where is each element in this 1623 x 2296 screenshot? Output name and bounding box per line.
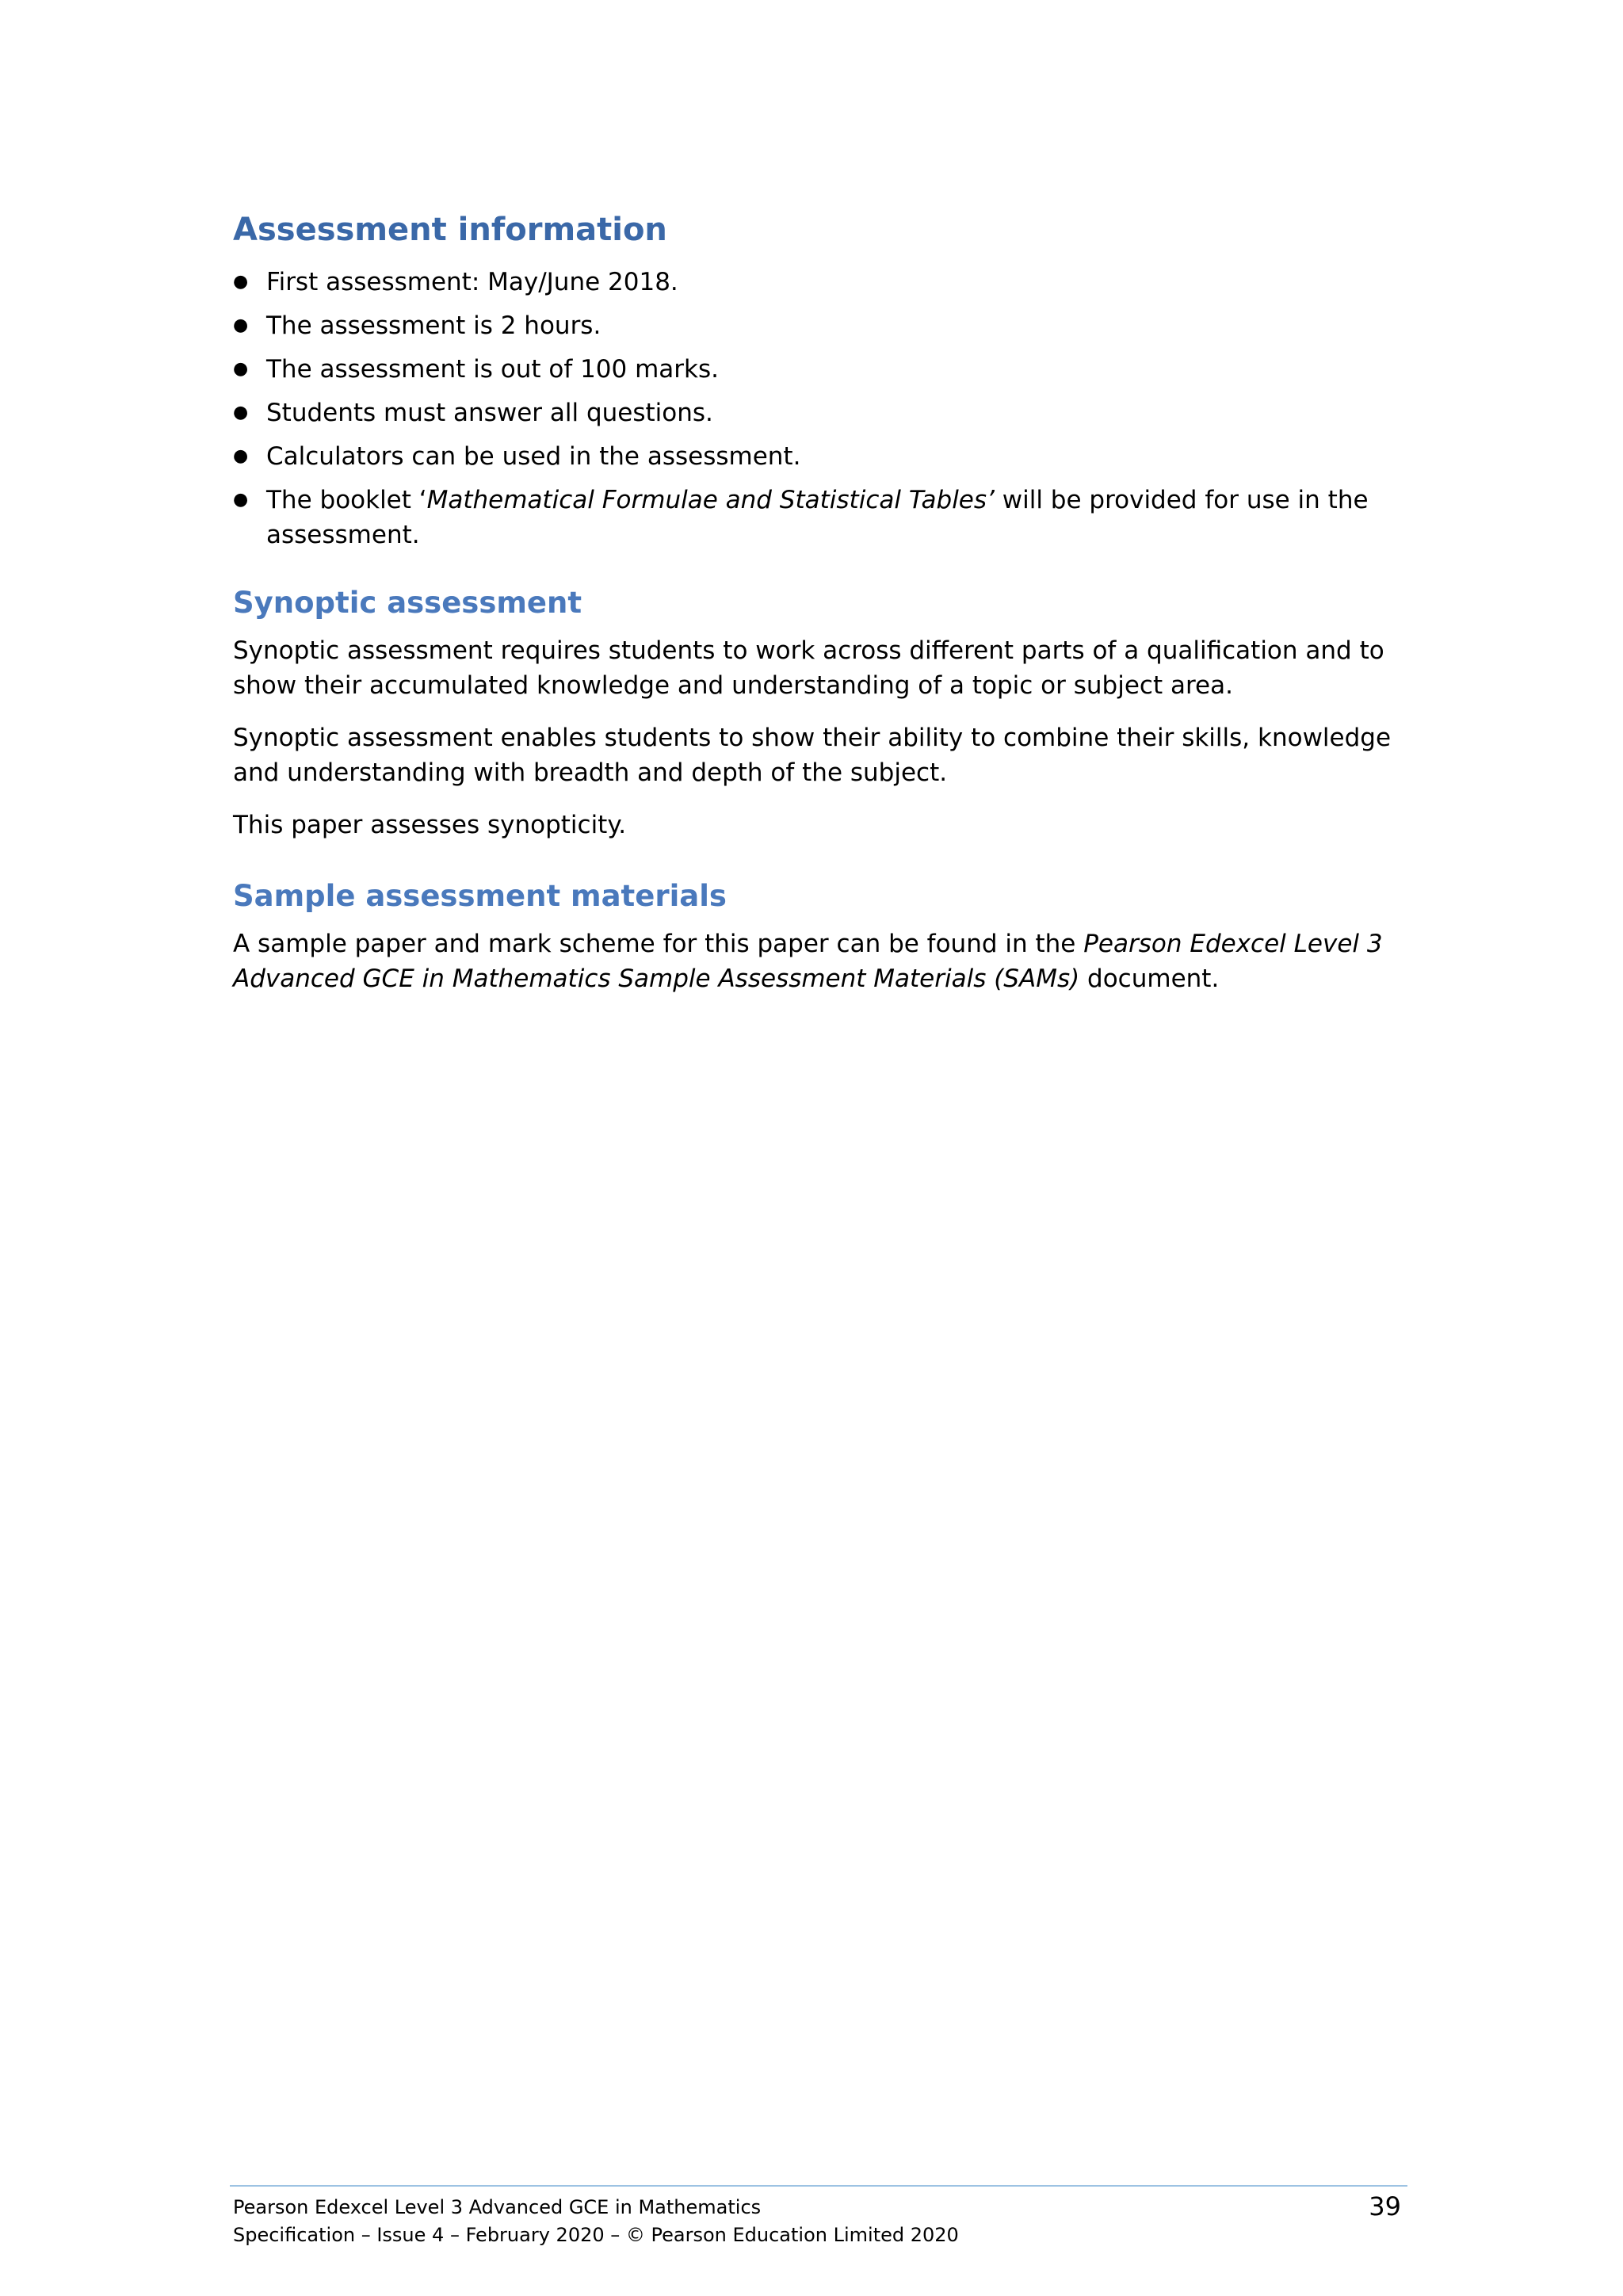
- footer-specification-line: Specification – Issue 4 – February 2020 – © Pearson Education Limited 2020: [233, 2224, 959, 2246]
- synoptic-assessment-heading: Synoptic assessment: [233, 586, 582, 620]
- list-item: [233, 395, 1406, 430]
- list-item-text: The assessment is out of 100 marks.: [266, 355, 720, 384]
- list-item-text: Students must answer all questions.: [266, 399, 713, 427]
- bullet-icon: ●: [233, 272, 249, 292]
- assessment-information-heading: Assessment information: [233, 212, 667, 248]
- sample-assessment-materials-section: [233, 876, 1406, 996]
- list-item-text: Calculators can be used in the assessment.: [266, 442, 801, 471]
- booklet-text-before: The booklet ‘: [266, 486, 427, 514]
- footer-divider: [230, 2185, 1407, 2187]
- bullet-icon: ●: [233, 403, 249, 422]
- footer-qualification-title: Pearson Edexcel Level 3 Advanced GCE in Mathematics: [233, 2196, 762, 2218]
- list-item: [233, 308, 1406, 343]
- bullet-icon: ●: [233, 315, 249, 335]
- synoptic-paragraph: Synoptic assessment requires students to work across different parts of a qualification and to show their accumulated knowledge and understanding of a topic or subject area.: [233, 636, 1384, 700]
- sams-document-title: Pearson Edexcel Level 3 Advanced GCE in Mathematics Sample Assessment Materials (SAMs): [233, 930, 1383, 993]
- sample-text-before: A sample paper and mark scheme for this paper can be found in the: [233, 930, 1084, 958]
- synoptic-paragraph: This paper assesses synopticity.: [233, 811, 627, 839]
- page-footer: [233, 2191, 1406, 2249]
- page-content: [233, 208, 1406, 1014]
- bullet-icon: ●: [233, 490, 249, 510]
- page-number: 39: [1369, 2191, 1401, 2222]
- list-item: [233, 352, 1406, 387]
- list-item-booklet: [233, 483, 1406, 552]
- synoptic-paragraph: Synoptic assessment enables students to show their ability to combine their skills, knowledge and understanding with breadth and depth of the subject.: [233, 724, 1392, 787]
- list-item-text: The assessment is 2 hours.: [266, 311, 601, 340]
- sample-text-after: document.: [1079, 965, 1220, 993]
- booklet-text-after: will be provided for use in the assessment.: [266, 486, 1369, 549]
- booklet-title: Mathematical Formulae and Statistical Tables’: [426, 486, 995, 514]
- list-item: [233, 439, 1406, 474]
- bullet-icon: ●: [233, 359, 249, 379]
- sample-materials-paragraph: [233, 926, 1406, 996]
- assessment-information-section: [233, 208, 1406, 552]
- list-item-text: First assessment: May/June 2018.: [266, 268, 678, 296]
- sample-assessment-materials-heading: Sample assessment materials: [233, 879, 727, 913]
- list-item: [233, 265, 1406, 300]
- assessment-information-list: [233, 265, 1406, 552]
- bullet-icon: ●: [233, 446, 249, 466]
- synoptic-assessment-section: [233, 583, 1406, 842]
